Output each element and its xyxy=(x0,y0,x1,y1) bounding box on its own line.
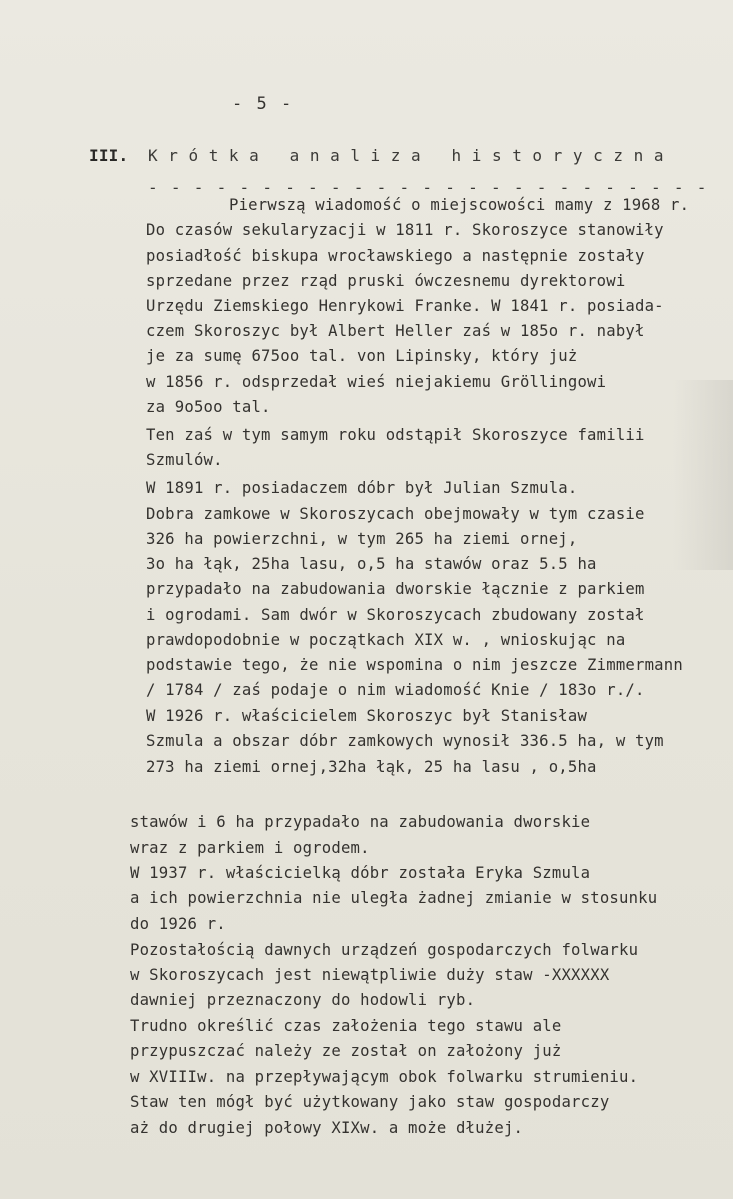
text-line: W 1926 r. właścicielem Skoroszyc był Stanisław xyxy=(146,707,588,725)
text-line: W 1937 r. właścicielką dóbr została Eryka Szmula xyxy=(130,864,591,882)
text-line: za 9o5oo tal. xyxy=(146,398,271,416)
text-line: wraz z parkiem i ogrodem. xyxy=(130,839,370,857)
text-line: w 1856 r. odsprzedał wieś niejakiemu Gröllingowi xyxy=(146,373,607,391)
text-line: posiadłość biskupa wrocławskiego a następnie zostały xyxy=(146,247,645,265)
text-line: przypuszczać należy ze został on założony już xyxy=(130,1042,562,1060)
text-line: podstawie tego, że nie wspomina o nim jeszcze Zimmermann xyxy=(146,656,683,674)
text-line: Trudno określić czas założenia tego stawu ale xyxy=(130,1017,562,1035)
text-line: je za sumę 675oo tal. von Lipinsky, który już xyxy=(146,347,578,365)
page-edge-shadow xyxy=(673,380,733,570)
text-line: Ten zaś w tym samym roku odstąpił Skoroszyce familii xyxy=(146,426,645,444)
text-line: Dobra zamkowe w Skoroszycach obejmowały w tym czasie xyxy=(146,505,645,523)
text-line: w XVIIIw. na przepływającym obok folwarku strumieniu. xyxy=(130,1068,639,1086)
text-line: stawów i 6 ha przypadało na zabudowania dworskie xyxy=(130,813,591,831)
text-line: / 1784 / zaś podaje o nim wiadomość Knie / 183o r./. xyxy=(146,681,645,699)
text-line: do 1926 r. xyxy=(130,915,226,933)
text-line: Szmula a obszar dóbr zamkowych wynosił 336.5 ha, w tym xyxy=(146,732,664,750)
section-title: Krótka analiza historyczna xyxy=(148,146,675,165)
text-line: 273 ha ziemi ornej,32ha łąk, 25 ha lasu , o,5ha xyxy=(146,758,597,776)
text-line: Do czasów sekularyzacji w 1811 r. Skoroszyce stanowiły xyxy=(146,221,664,239)
text-line: aż do drugiej połowy XIXw. a może dłużej. xyxy=(130,1119,524,1137)
text-line: Staw ten mógł być użytkowany jako staw gospodarczy xyxy=(130,1093,610,1111)
section-number: III. xyxy=(89,146,129,165)
text-line: prawdopodobnie w początkach XIX w. , wnioskując na xyxy=(146,631,626,649)
text-line: Pozostałością dawnych urządzeń gospodarczych folwarku xyxy=(130,941,639,959)
text-line: W 1891 r. posiadaczem dóbr był Julian Szmula. xyxy=(146,479,578,497)
text-line: Pierwszą wiadomość o miejscowości mamy z 1968 r. xyxy=(229,196,690,214)
text-line: dawniej przeznaczony do hodowli ryb. xyxy=(130,991,476,1009)
text-line: a ich powierzchnia nie uległa żadnej zmianie w stosunku xyxy=(130,889,658,907)
title-underline-rule: - - - - - - - - - - - - - - - - - - - - - - - - - xyxy=(148,178,709,197)
text-line: sprzedane przez rząd pruski ówczesnemu dyrektorowi xyxy=(146,272,626,290)
text-line: czem Skoroszyc był Albert Heller zaś w 185o r. nabył xyxy=(146,322,645,340)
text-line: w Skoroszycach jest niewątpliwie duży staw -XXXXXX xyxy=(130,966,610,984)
text-line: Szmulów. xyxy=(146,451,223,469)
text-line: Urzędu Ziemskiego Henrykowi Franke. W 1841 r. posiada- xyxy=(146,297,664,315)
text-line: 3o ha łąk, 25ha lasu, o,5 ha stawów oraz 5.5 ha xyxy=(146,555,597,573)
text-line: i ogrodami. Sam dwór w Skoroszycach zbudowany został xyxy=(146,606,645,624)
text-line: 326 ha powierzchni, w tym 265 ha ziemi ornej, xyxy=(146,530,578,548)
text-line: przypadało na zabudowania dworskie łącznie z parkiem xyxy=(146,580,645,598)
page-number: - 5 - xyxy=(232,94,294,114)
